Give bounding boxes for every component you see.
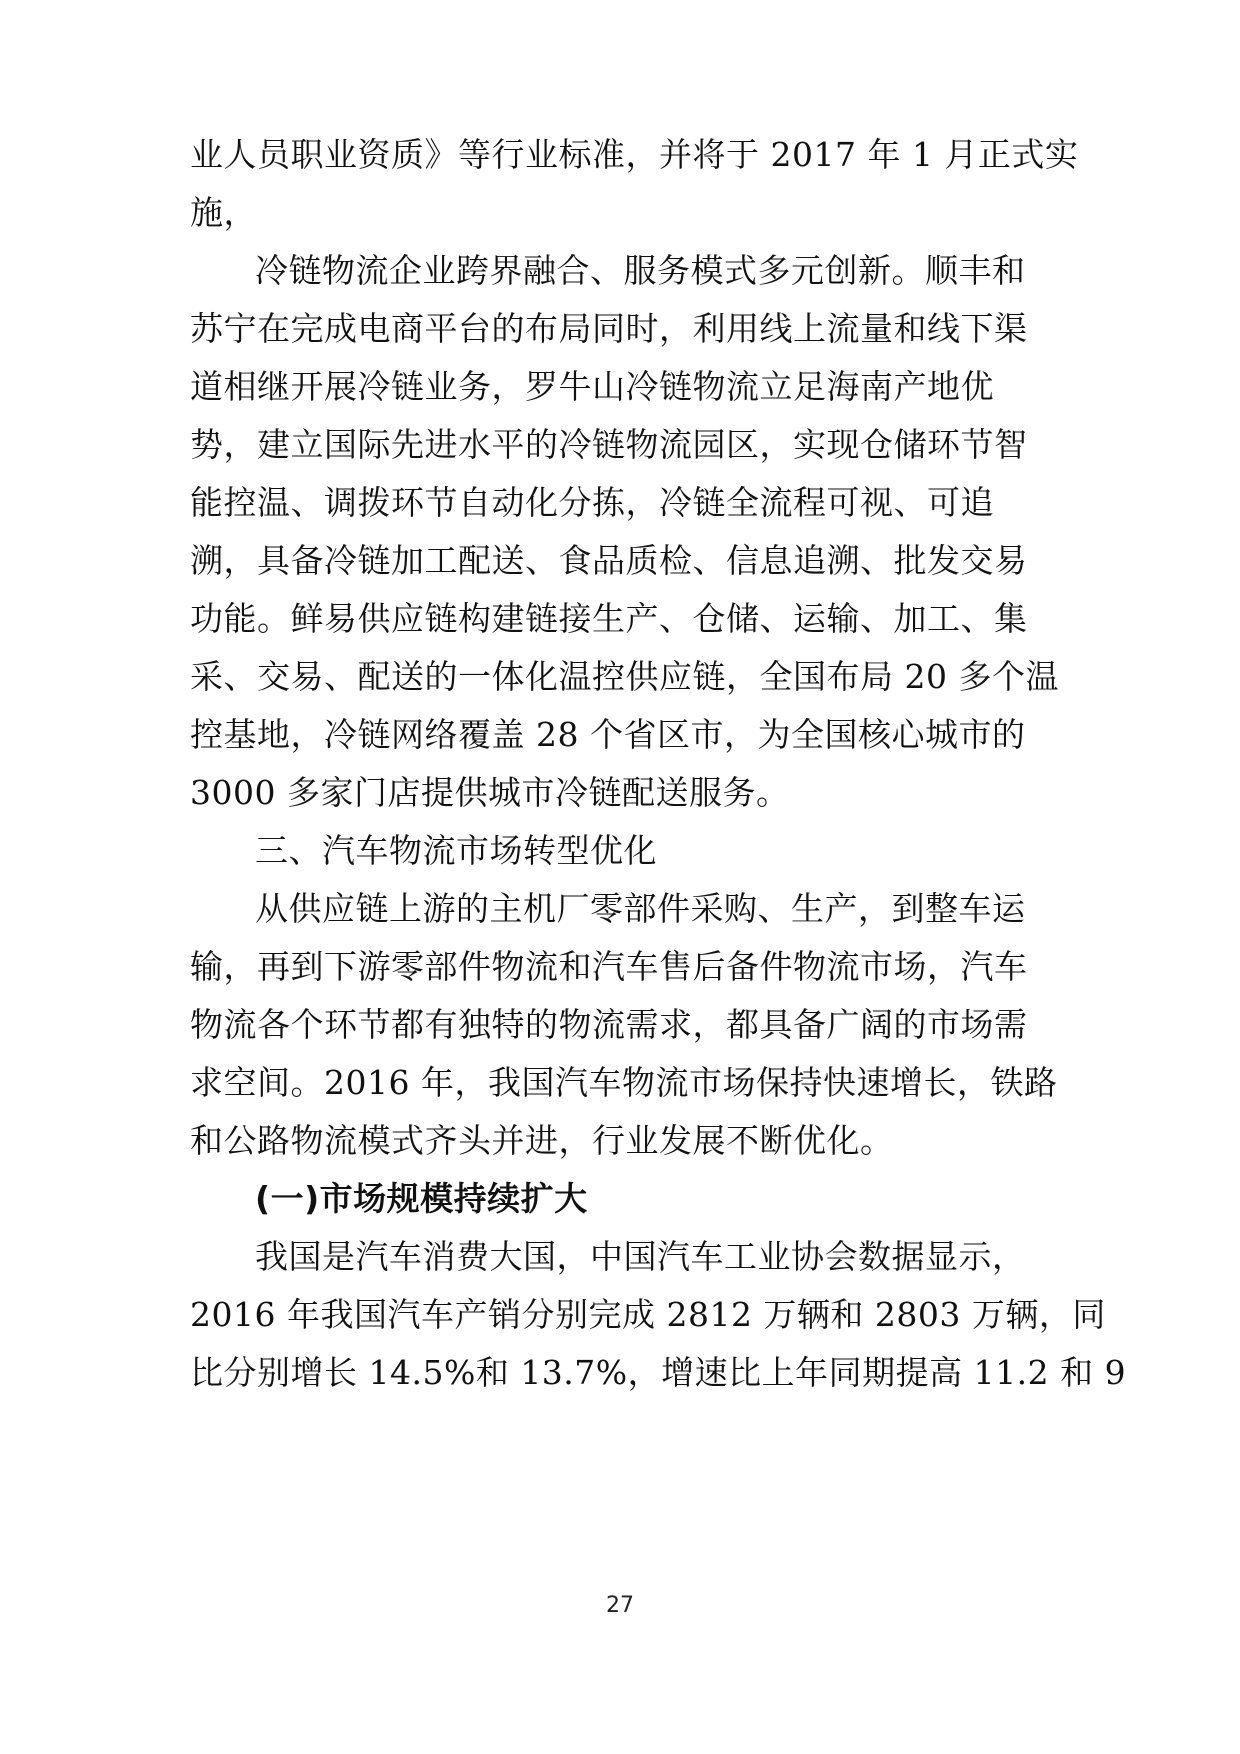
paragraph-line: 功能。鲜易供应链构建链接生产、仓储、运输、加工、集 bbox=[190, 599, 1028, 638]
paragraph-line: 施， bbox=[190, 193, 257, 232]
paragraph-line: 从供应链上游的主机厂零部件采购、生产，到整车运 bbox=[255, 889, 1026, 928]
paragraph-line: 采、交易、配送的一体化温控供应链，全国布局 20 多个温 bbox=[190, 657, 1059, 696]
paragraph-line: 苏宁在完成电商平台的布局同时，利用线上流量和线下渠 bbox=[190, 309, 1028, 348]
paragraph-line: 道相继开展冷链业务，罗牛山冷链物流立足海南产地优 bbox=[190, 367, 994, 406]
paragraph-line: 溯，具备冷链加工配送、食品质检、信息追溯、批发交易 bbox=[190, 541, 1028, 580]
paragraph-line: 输，再到下游零部件物流和汽车售后备件物流市场，汽车 bbox=[190, 947, 1028, 986]
section-heading: 三、汽车物流市场转型优化 bbox=[255, 831, 657, 870]
paragraph-line: 冷链物流企业跨界融合、服务模式多元创新。顺丰和 bbox=[255, 251, 1026, 290]
paragraph-line: 势，建立国际先进水平的冷链物流园区，实现仓储环节智 bbox=[190, 425, 1028, 464]
subsection-heading: (一)市场规模持续扩大 bbox=[255, 1179, 588, 1218]
page-number: 27 bbox=[606, 1593, 634, 1618]
paragraph-line: 和公路物流模式齐头并进，行业发展不断优化。 bbox=[190, 1121, 894, 1160]
paragraph-line: 控基地，冷链网络覆盖 28 个省区市，为全国核心城市的 bbox=[190, 715, 1026, 754]
paragraph-line: 3000 多家门店提供城市冷链配送服务。 bbox=[190, 773, 790, 812]
paragraph-line: 物流各个环节都有独特的物流需求，都具备广阔的市场需 bbox=[190, 1005, 1028, 1044]
paragraph-line: 业人员职业资质》等行业标准，并将于 2017 年 1 月正式实 bbox=[190, 135, 1079, 174]
paragraph-line: 求空间。2016 年，我国汽车物流市场保持快速增长，铁路 bbox=[190, 1063, 1058, 1102]
paragraph-line: 比分别增长 14.5%和 13.7%，增速比上年同期提高 11.2 和 9 bbox=[190, 1353, 1127, 1392]
paragraph-line: 2016 年我国汽车产销分别完成 2812 万辆和 2803 万辆，同 bbox=[190, 1295, 1106, 1334]
paragraph-line: 能控温、调拨环节自动化分拣，冷链全流程可视、可追 bbox=[190, 483, 994, 522]
paragraph-line: 我国是汽车消费大国，中国汽车工业协会数据显示， bbox=[255, 1237, 1026, 1276]
